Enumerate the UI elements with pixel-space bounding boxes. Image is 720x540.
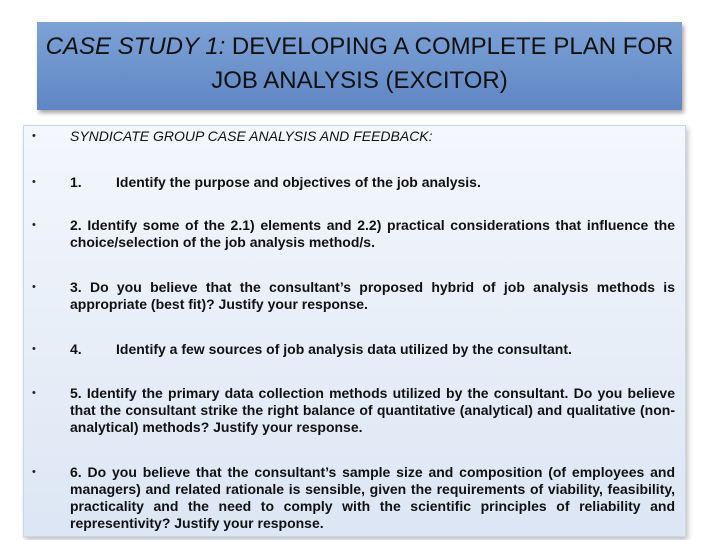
item-number: 1. xyxy=(70,174,82,190)
bullet-icon: • xyxy=(32,343,36,355)
title-main: DEVELOPING A COMPLETE PLAN FOR JOB ANALYSIS (EXCITOR) xyxy=(211,33,674,94)
bullet-icon: • xyxy=(32,387,36,399)
bullet-icon: • xyxy=(32,281,36,293)
item-text: 5. Identify the primary data collection methods utilized by the consultant. Do you believe that the consultant strike the right balance of quantitative (analytical) and qualitative (non-analytical) methods? Justify your response. xyxy=(70,385,675,435)
item-text: 6. Do you believe that the consultant’s sample size and composition (of employees and managers) and related rationale is sensible, given the requirements of viability, feasibility, practicality and the need to comply with the scientific principles of reliability and representivity? Justify your response. xyxy=(70,464,675,531)
bullet-icon: • xyxy=(32,130,36,142)
item-text: Identify a few sources of job analysis data utilized by the consultant. xyxy=(116,341,572,357)
item-text: 2. Identify some of the 2.1) elements and 2.2) practical considerations that influence the choice/selection of the job analysis method/s. xyxy=(70,217,675,250)
content-panel xyxy=(23,125,686,537)
slide-title xyxy=(37,22,682,110)
item-text-wrapper xyxy=(70,341,675,358)
bullet-icon: • xyxy=(32,176,36,188)
bullet-icon: • xyxy=(32,219,36,231)
item-text: SYNDICATE GROUP CASE ANALYSIS AND FEEDBACK: xyxy=(70,128,433,144)
item-text: 3. Do you believe that the consultant’s proposed hybrid of job analysis methods is appropriate (best fit)? Justify your response. xyxy=(70,279,675,312)
bullet-icon: • xyxy=(32,466,36,478)
item-text-wrapper xyxy=(70,174,675,191)
item-number: 4. xyxy=(70,341,82,357)
item-text: Identify the purpose and objectives of the job analysis. xyxy=(116,174,481,190)
title-italic: CASE STUDY 1: xyxy=(45,33,226,60)
